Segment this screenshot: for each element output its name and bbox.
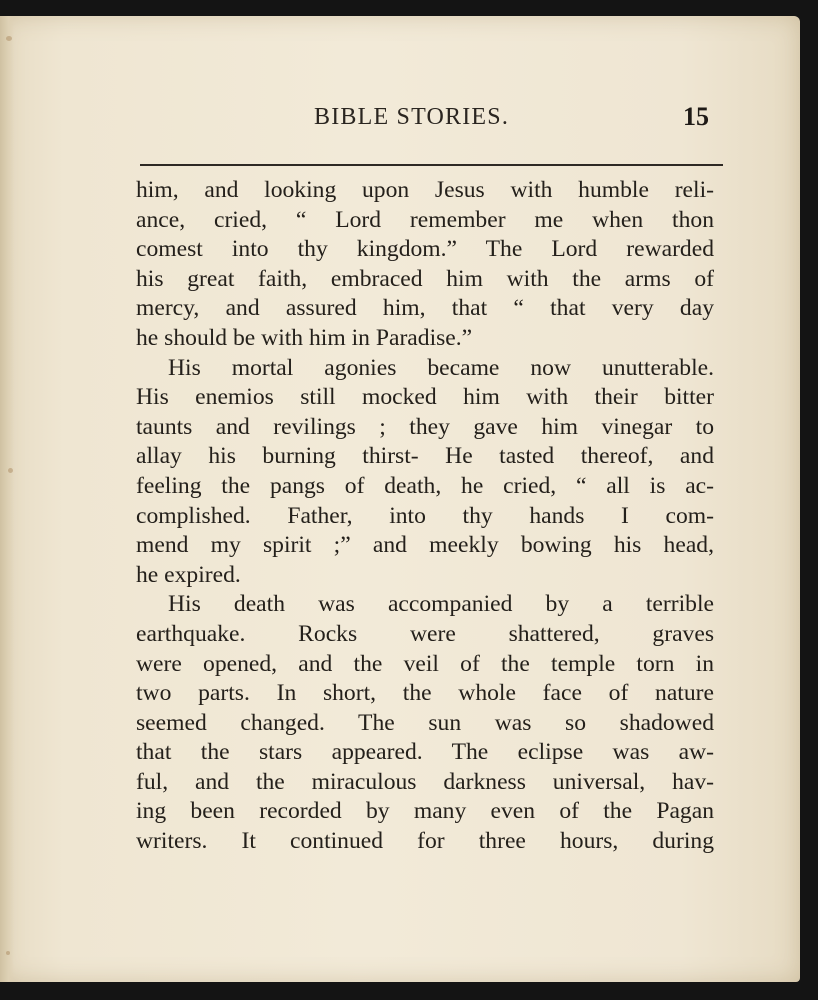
- text-line: ful, and the miraculous darkness universal, hav-: [136, 768, 714, 795]
- text-line: him, and looking upon Jesus with humble reli-: [136, 177, 714, 203]
- text-line: seemed changed. The sun was so shadowed: [136, 709, 714, 736]
- page-gutter: [0, 16, 14, 982]
- text-line: mercy, and assured him, that “ that very day: [136, 295, 714, 322]
- running-title: BIBLE STORIES.: [314, 104, 510, 130]
- text-line: taunts and revilings ; they gave him vinegar to: [136, 413, 714, 440]
- text-line: mend my spirit ;” and meekly bowing his head,: [136, 532, 714, 559]
- text-line: that the stars appeared. The eclipse was aw-: [136, 739, 714, 766]
- text-line: allay his burning thirst- He tasted thereof, and: [136, 443, 714, 470]
- page-header: [0, 104, 800, 144]
- foxing-spot: [6, 36, 12, 41]
- text-line: were opened, and the veil of the temple torn in: [136, 650, 714, 677]
- text-line: ing been recorded by many even of the Pagan: [136, 798, 714, 825]
- text-line: complished. Father, into thy hands I com-: [136, 502, 714, 529]
- page-number: 15: [683, 102, 709, 131]
- text-line: His enemios still mocked him with their bitter: [136, 384, 714, 411]
- text-line: feeling the pangs of death, he cried, “ all is ac-: [136, 472, 714, 499]
- foxing-spot: [6, 951, 10, 955]
- header-rule: [140, 164, 723, 166]
- text-line: two parts. In short, the whole face of nature: [136, 680, 714, 707]
- text-line: his great faith, embraced him with the arms of: [136, 265, 714, 292]
- text-line: His death was accompanied by a terrible: [168, 591, 714, 618]
- text-line: he expired.: [136, 561, 241, 588]
- book-page: [0, 16, 800, 982]
- text-line: he should be with him in Paradise.”: [136, 324, 473, 351]
- text-line: writers. It continued for three hours, during: [136, 828, 714, 855]
- body-text: [136, 176, 714, 857]
- text-line: ance, cried, “ Lord remember me when thon: [136, 206, 714, 233]
- text-line: earthquake. Rocks were shattered, graves: [136, 620, 714, 647]
- text-line: His mortal agonies became now unutterable.: [168, 354, 714, 381]
- foxing-spot: [8, 468, 13, 473]
- text-line: comest into thy kingdom.” The Lord rewarded: [136, 236, 714, 263]
